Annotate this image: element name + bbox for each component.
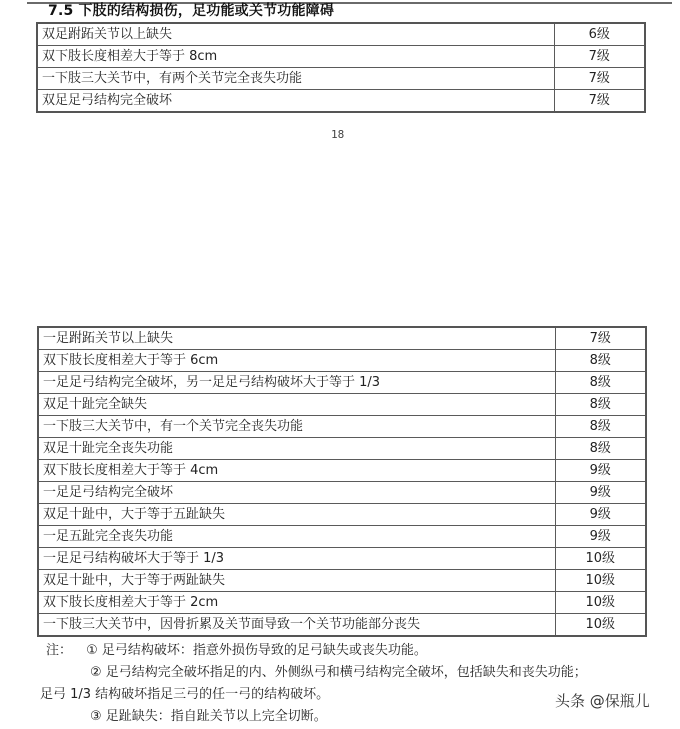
table-row: [38, 526, 646, 548]
note-text: ② 足弓结构完全破坏指足的内、外侧纵弓和横弓结构完全破坏，包括缺失和丧失功能；: [90, 665, 587, 680]
row-description: 一足五趾完全丧失功能: [38, 526, 555, 548]
row-level: 8级: [555, 394, 646, 416]
row-level: 8级: [555, 438, 646, 460]
table-row: [38, 504, 646, 526]
table-row: [38, 327, 646, 350]
table-row: [37, 68, 645, 90]
table-row: [38, 548, 646, 570]
row-description: 一下肢三大关节中，有一个关节完全丧失功能: [38, 416, 555, 438]
row-description: 双下肢长度相差大于等于 4cm: [38, 460, 555, 482]
row-description: 双足十趾中，大于等于两趾缺失: [38, 570, 555, 592]
table-row: [37, 46, 645, 68]
row-description: 双足十趾完全缺失: [38, 394, 555, 416]
notes-section: [40, 640, 670, 728]
row-description: 双足十趾完全丧失功能: [38, 438, 555, 460]
row-level: 8级: [555, 372, 646, 394]
page-number: 18: [331, 128, 345, 141]
row-description: 双足十趾中，大于等于五趾缺失: [38, 504, 555, 526]
note-item-2: [40, 662, 670, 684]
row-level: 9级: [555, 504, 646, 526]
table-row: [38, 482, 646, 504]
row-level: 7级: [554, 90, 645, 113]
watermark: 头条 @保瓶儿: [555, 692, 650, 710]
disability-table-top: [36, 22, 646, 113]
table-row: [38, 350, 646, 372]
row-level: 9级: [555, 526, 646, 548]
table-row: [38, 460, 646, 482]
row-description: 一足跗跖关节以上缺失: [38, 327, 555, 350]
note-prefix: 注：: [46, 643, 73, 658]
row-level: 10级: [555, 548, 646, 570]
disability-table-bottom: [37, 326, 647, 637]
table-row: [38, 394, 646, 416]
table-row: [38, 614, 646, 637]
row-description: 一足足弓结构完全破坏: [38, 482, 555, 504]
table-row: [38, 372, 646, 394]
row-description: 双足足弓结构完全破坏: [37, 90, 554, 113]
row-level: 8级: [555, 350, 646, 372]
row-description: 双下肢长度相差大于等于 2cm: [38, 592, 555, 614]
row-level: 10级: [555, 592, 646, 614]
row-level: 10级: [555, 614, 646, 637]
row-description: 双下肢长度相差大于等于 6cm: [38, 350, 555, 372]
row-level: 6级: [554, 23, 645, 46]
row-level: 7级: [555, 327, 646, 350]
row-level: 10级: [555, 570, 646, 592]
row-level: 9级: [555, 460, 646, 482]
table-row: [38, 592, 646, 614]
table-row: [38, 570, 646, 592]
row-level: 8级: [555, 416, 646, 438]
table-row: [38, 416, 646, 438]
note-text: 足弓 1/3 结构破坏指足三弓的任一弓的结构破坏。: [40, 687, 330, 702]
row-description: 双足跗跖关节以上缺失: [37, 23, 554, 46]
row-description: 双下肢长度相差大于等于 8cm: [37, 46, 554, 68]
row-level: 7级: [554, 68, 645, 90]
table-row: [37, 90, 645, 113]
row-level: 7级: [554, 46, 645, 68]
table-row: [37, 23, 645, 46]
note-item-1: [40, 640, 670, 662]
section-title: 7.5 下肢的结构损伤，足功能或关节功能障碍: [48, 3, 335, 19]
row-level: 9级: [555, 482, 646, 504]
note-text: ① 足弓结构破坏：指意外损伤导致的足弓缺失或丧失功能。: [86, 643, 427, 658]
row-description: 一下肢三大关节中，有两个关节完全丧失功能: [37, 68, 554, 90]
row-description: 一下肢三大关节中，因骨折累及关节面导致一个关节功能部分丧失: [38, 614, 555, 637]
row-description: 一足足弓结构完全破坏，另一足足弓结构破坏大于等于 1/3: [38, 372, 555, 394]
note-text: ③ 足趾缺失：指自趾关节以上完全切断。: [90, 709, 327, 724]
row-description: 一足足弓结构破坏大于等于 1/3: [38, 548, 555, 570]
table-row: [38, 438, 646, 460]
